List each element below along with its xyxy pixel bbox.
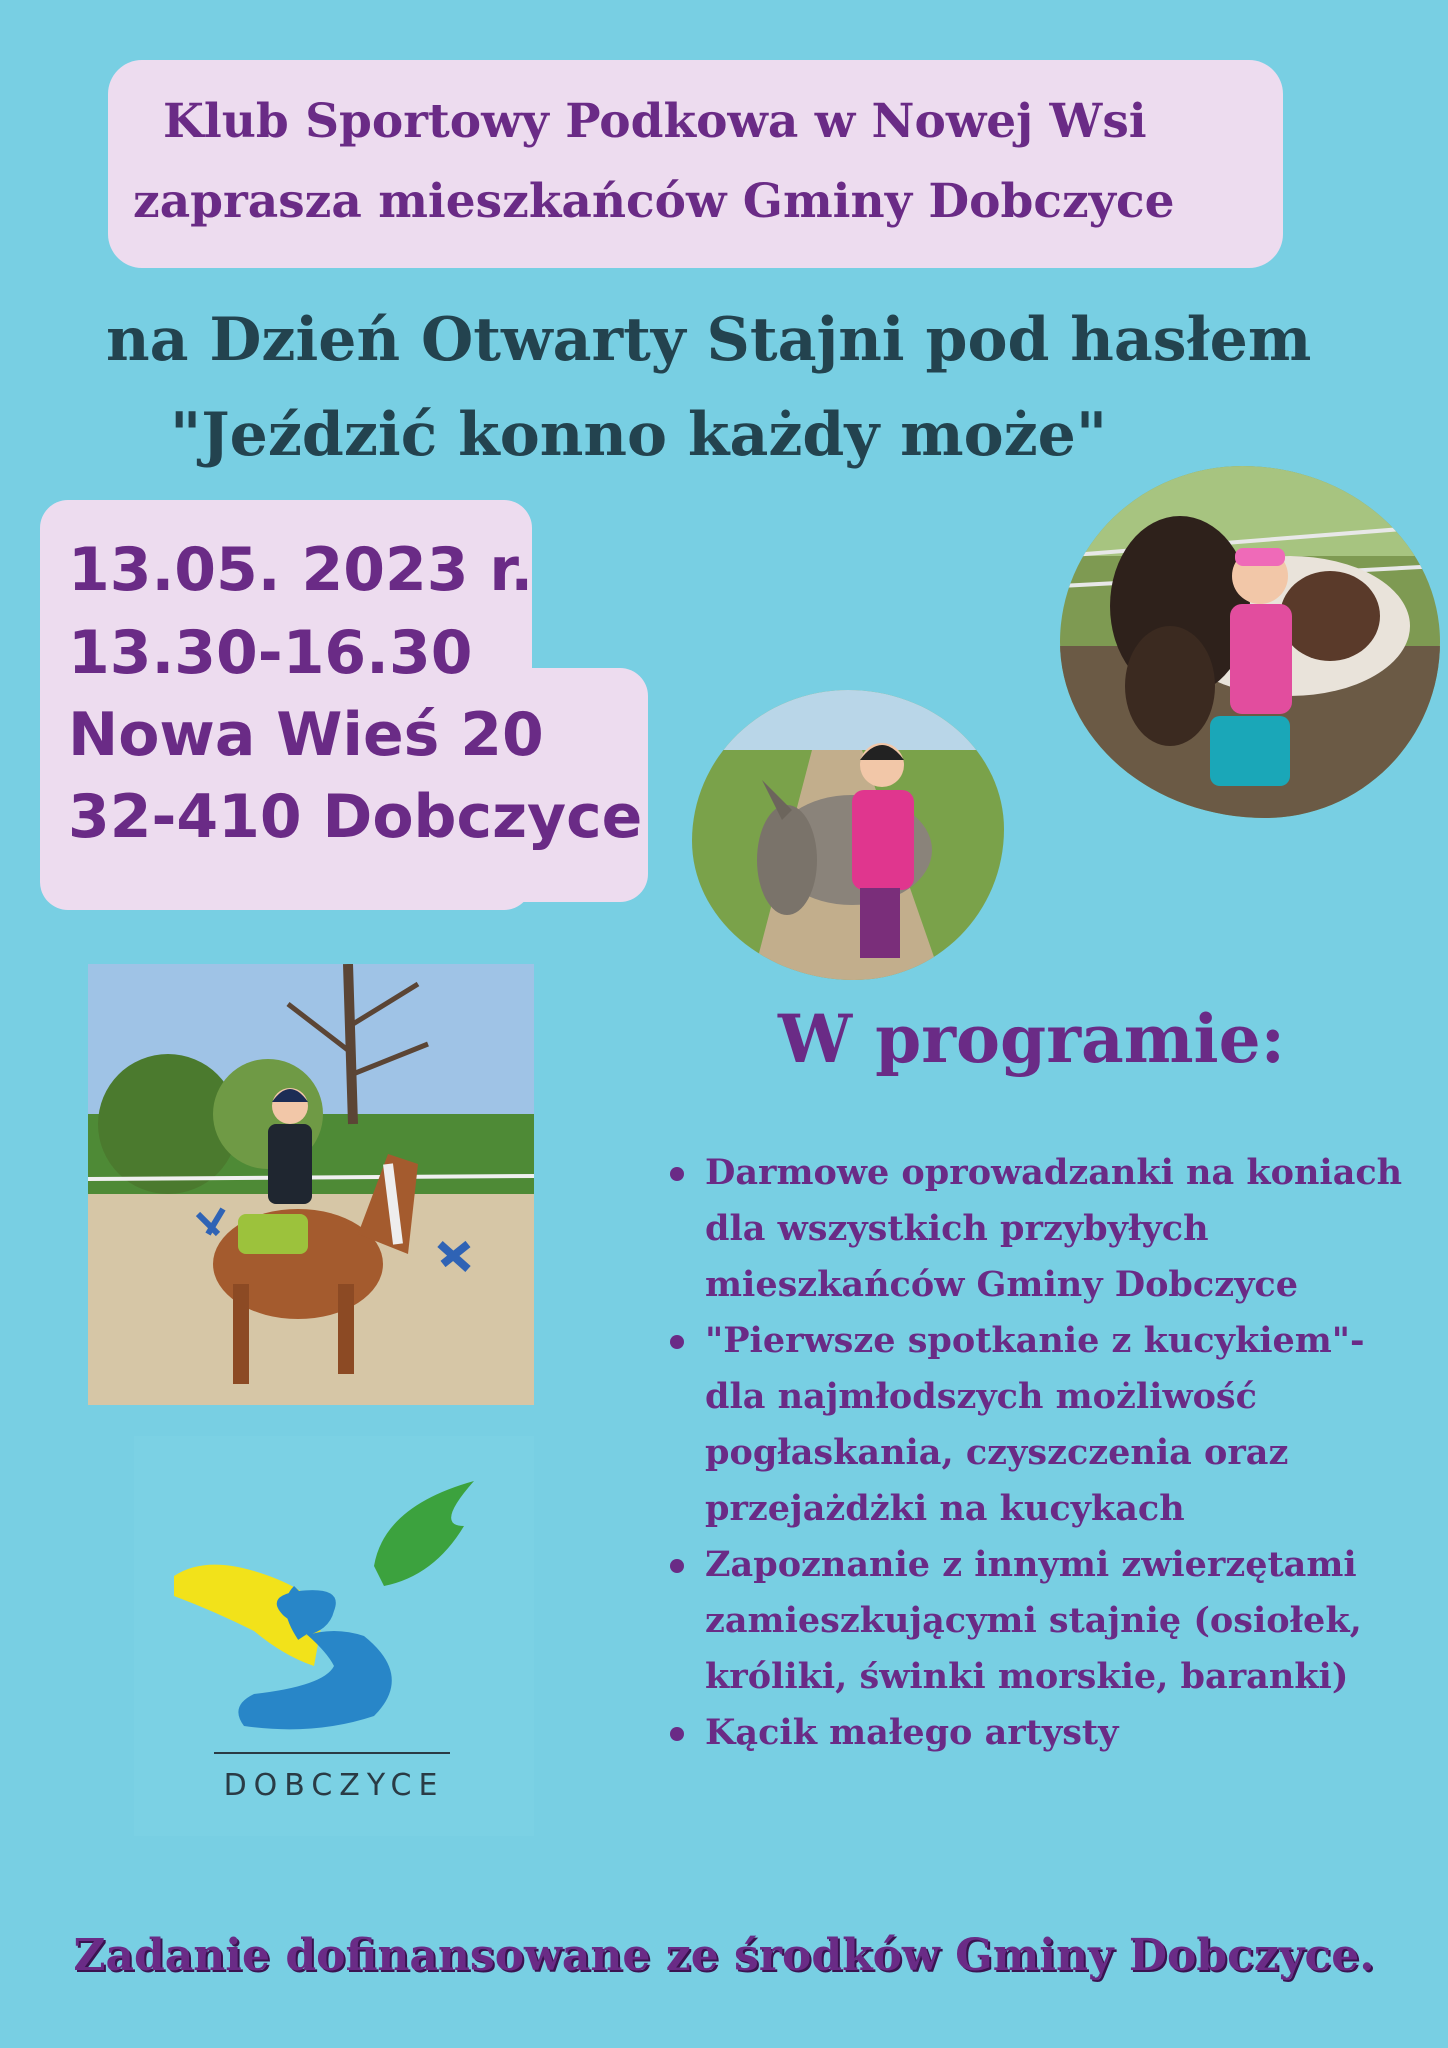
event-address: Nowa Wieś 20 xyxy=(68,700,544,770)
program-item-line: mieszkańców Gminy Dobczyce xyxy=(705,1264,1298,1305)
program-item-line: "Pierwsze spotkanie z kucykiem"- xyxy=(705,1320,1365,1361)
photo-child-on-horse xyxy=(88,964,534,1405)
logo-text: DOBCZYCE xyxy=(223,1768,445,1803)
program-item-line: Darmowe oprowadzanki na koniach xyxy=(705,1152,1403,1193)
photo-girl-with-pony-image xyxy=(1060,466,1440,818)
program-title: W programie: xyxy=(778,1000,1285,1078)
program-item-line: przejażdżki na kucykach xyxy=(705,1488,1185,1529)
photo-girl-with-donkey xyxy=(692,690,1004,980)
photo-girl-with-donkey-image xyxy=(692,690,1004,980)
program-item-line: dla najmłodszych możliwość xyxy=(705,1376,1257,1417)
logo-underline xyxy=(214,1752,450,1754)
program-list xyxy=(668,1145,1408,1761)
program-item-line: pogłaskania, czyszczenia oraz xyxy=(705,1432,1289,1473)
program-item-line: zamieszkującymi stajnię (osiołek, xyxy=(705,1600,1362,1641)
program-item xyxy=(668,1145,1408,1313)
dobczyce-logo-mark xyxy=(134,1436,534,1756)
program-item-line: Zapoznanie z innymi zwierzętami xyxy=(705,1544,1357,1585)
program-item-line: dla wszystkich przybyłych xyxy=(705,1208,1209,1249)
program-item xyxy=(668,1537,1408,1705)
organizer-line-1: Klub Sportowy Podkowa w Nowej Wsi xyxy=(163,94,1147,149)
funding-note: Zadanie dofinansowane ze środków Gminy Dobczyce. xyxy=(73,1930,1375,1981)
program-item-line: króliki, świnki morskie, baranki) xyxy=(705,1656,1349,1697)
event-time: 13.30-16.30 xyxy=(68,618,473,688)
photo-child-on-horse-image xyxy=(88,964,534,1405)
photo-girl-with-pony xyxy=(1060,466,1440,818)
program-item xyxy=(668,1313,1408,1537)
organizer-box xyxy=(108,60,1283,268)
dobczyce-logo xyxy=(134,1436,534,1836)
program-item-line: Kącik małego artysty xyxy=(705,1712,1119,1753)
event-date: 13.05. 2023 r. xyxy=(68,535,534,605)
program-item xyxy=(668,1705,1408,1761)
event-city: 32-410 Dobczyce xyxy=(68,782,643,852)
headline-line-2: "Jeździć konno każdy może" xyxy=(170,400,1108,470)
headline-line-1: na Dzień Otwarty Stajni pod hasłem xyxy=(106,305,1312,375)
organizer-line-2: zaprasza mieszkańców Gminy Dobczyce xyxy=(133,174,1175,229)
